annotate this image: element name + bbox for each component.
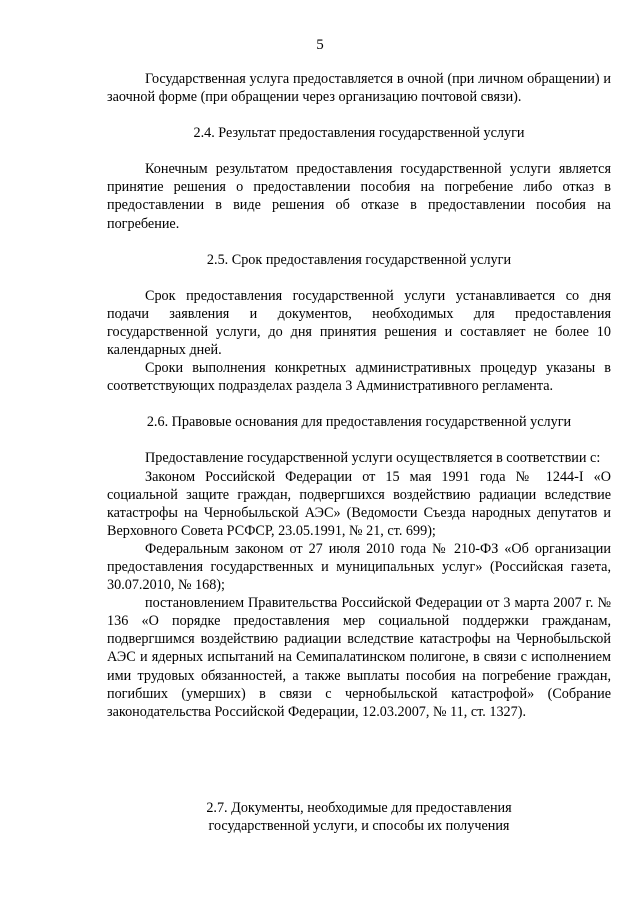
section-2-5-heading: 2.5. Срок предоставления государственной услуги <box>206 251 512 268</box>
section-2-5-paragraph-2: Сроки выполнения конкретных административных процедур указаны в соответствующих подразделах раздела 3 Административного регламента. <box>107 360 611 395</box>
section-2-7-heading <box>107 799 611 835</box>
section-2-6-law-1244: Законом Российской Федерации от 15 мая 1991 года № 1244-I «О социальной защите граждан, подвергшихся воздействию радиации вследствие катастрофы на Чернобыльской АЭС» (Ведомости Съезда народных депутатов и Верховного Совета РСФСР, 23.05.1991, № 21, ст. 699); <box>107 468 611 539</box>
section-2-6-law-210: Федеральным законом от 27 июля 2010 года № 210-ФЗ «Об организации предоставления государственных и муниципальных услуг» (Российская газета, 30.07.2010, № 168); <box>107 540 611 594</box>
section-2-6-paragraph-1: Предоставление государственной услуги осуществляется в соответствии с: <box>145 450 601 467</box>
section-2-7-heading-line-2: государственной услуги, и способы их получения <box>208 818 510 835</box>
document-body <box>107 70 611 721</box>
section-2-4-paragraph: Конечным результатом предоставления государственной услуги является принятие решения о предоставлении пособия на погребение либо отказ в предоставлении в виде решения об отказе в предоставлении пособия на погребение. <box>107 161 611 232</box>
section-2-4-heading: 2.4. Результат предоставления государственной услуги <box>193 125 525 142</box>
page-number: 5 <box>316 37 324 53</box>
section-2-7-heading-line-1: 2.7. Документы, необходимые для предоставления <box>206 800 512 816</box>
section-2-6-resolution-136: постановлением Правительства Российской Федерации от 3 марта 2007 г. № 136 «О порядке предоставления мер социальной поддержки гражданам, подвергшимся воздействию радиации вследствие катастрофы на Чернобыльской АЭС и ядерных испытаний на Семипалатинском полигоне, в связи с исполнением ими трудовых обязанностей, а также выплаты пособия на погребение граждан, погибших (умерших) в связи с чернобыльской катастрофой» (Собрание законодательства Российской Федерации, 12.03.2007, № 11, ст. 1327). <box>107 595 611 720</box>
section-2-6-heading: 2.6. Правовые основания для предоставления государственной услуги <box>146 414 572 431</box>
intro-paragraph: Государственная услуга предоставляется в очной (при личном обращении) и заочной форме (при обращении через организацию почтовой связи). <box>107 71 611 106</box>
section-2-5-paragraph-1: Срок предоставления государственной услуги устанавливается со дня подачи заявления и документов, необходимых для предоставления государственной услуги, до дня принятия решения и составляет не более 10 календарных дней. <box>107 287 611 359</box>
